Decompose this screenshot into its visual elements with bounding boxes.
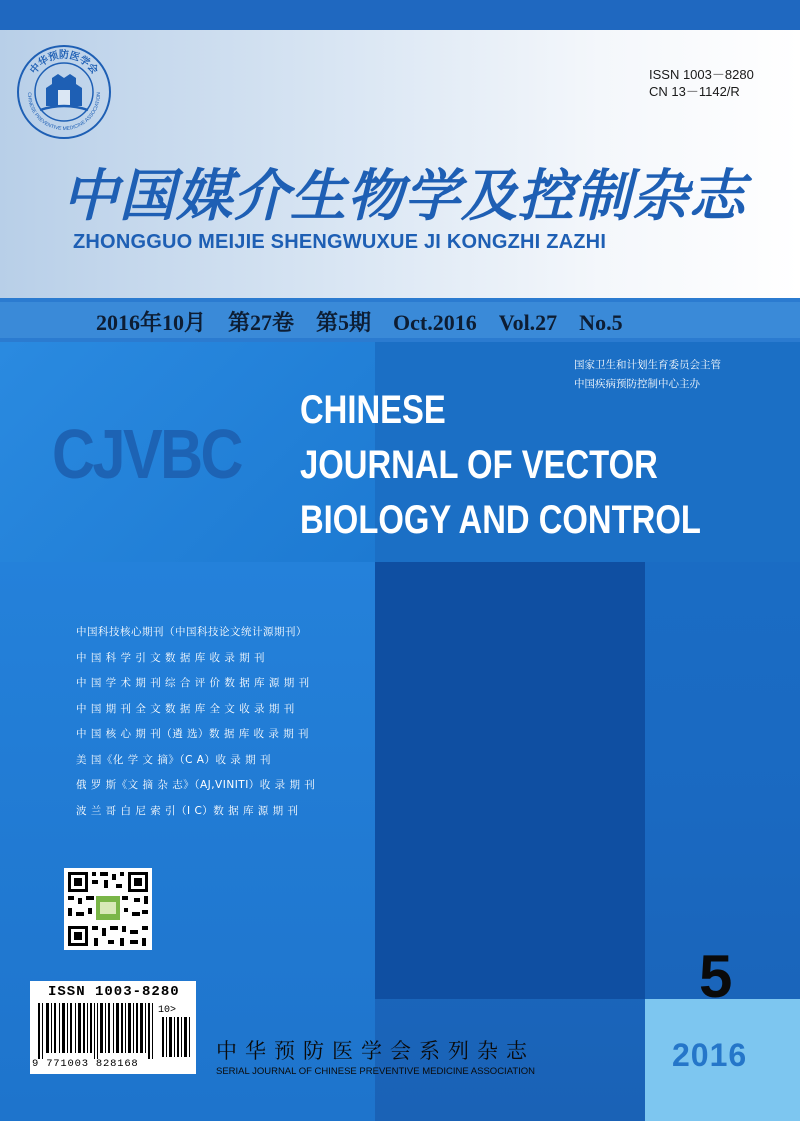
journal-abbreviation: CJVBC — [52, 415, 241, 493]
sponsor-line: 国家卫生和计划生育委员会主管 — [574, 359, 721, 371]
journal-title-en — [300, 383, 701, 548]
barcode-number: 9 771003 828168 — [32, 1058, 139, 1070]
barcode-issn: ISSN 1003-8280 — [48, 984, 180, 1000]
dark-block — [375, 562, 645, 999]
indexing-item: 波 兰 哥 白 尼 索 引（I C）数 据 库 源 期 刊 — [76, 804, 299, 817]
indexing-item: 中 国 学 术 期 刊 综 合 评 价 数 据 库 源 期 刊 — [76, 677, 310, 689]
indexing-item: 中 国 期 刊 全 文 数 据 库 全 文 收 录 期 刊 — [76, 702, 295, 715]
title-en-line: JOURNAL OF VECTOR — [300, 443, 658, 487]
issue-number: 5 — [699, 943, 733, 1010]
issn-number: ISSN 1003－8280 — [649, 67, 754, 82]
cn-number: CN 13－1142/R — [649, 84, 740, 99]
logo-text-en: CHINESE PREVENTIVE MEDICINE ASSOCIATION — [25, 92, 103, 133]
indexing-item: 俄 罗 斯《文 摘 杂 志》（AJ,VINITI）收 录 期 刊 — [76, 779, 316, 791]
logo-text: 中华预防医学会 — [28, 50, 100, 77]
svg-text:中华预防医学会 — [27, 48, 101, 76]
indexing-item: 中 国 科 学 引 文 数 据 库 收 录 期 刊 — [76, 651, 266, 664]
title-en-line: BIOLOGY AND CONTROL — [300, 498, 701, 542]
journal-title-pinyin: ZHONGGUO MEIJIE SHENGWUXUE JI KONGZHI ZAZHI — [73, 231, 607, 253]
sponsor-line: 中国疾病预防控制中心主办 — [574, 378, 700, 390]
barcode-addon: 10> — [158, 1005, 177, 1016]
indexing-item: 美 国《化 学 文 摘》（C A）收 录 期 刊 — [76, 753, 271, 766]
top-strip — [0, 0, 800, 30]
indexing-item: 中国科技核心期刊（中国科技论文统计源期刊） — [76, 626, 307, 638]
indexing-item: 中 国 核 心 期 刊（遴 选）数 据 库 收 录 期 刊 — [76, 728, 310, 740]
title-en-line: CHINESE — [300, 388, 446, 432]
qr-code[interactable] — [64, 868, 152, 950]
journal-title-cn: 中国媒介生物学及控制杂志 — [62, 163, 746, 229]
indexing-list — [76, 620, 315, 824]
publication-year: 2016 — [672, 1037, 748, 1073]
issue-info: 2016年10月 第27卷 第5期 Oct.2016 Vol.27 No.5 — [96, 310, 623, 335]
association-logo — [16, 44, 112, 140]
issn-cn-block — [649, 66, 754, 100]
series-title-en: SERIAL JOURNAL OF CHINESE PREVENTIVE MEDICINE ASSOCIATION — [216, 1066, 536, 1077]
series-title-cn: 中华预防医学会系列杂志 — [216, 1039, 535, 1063]
